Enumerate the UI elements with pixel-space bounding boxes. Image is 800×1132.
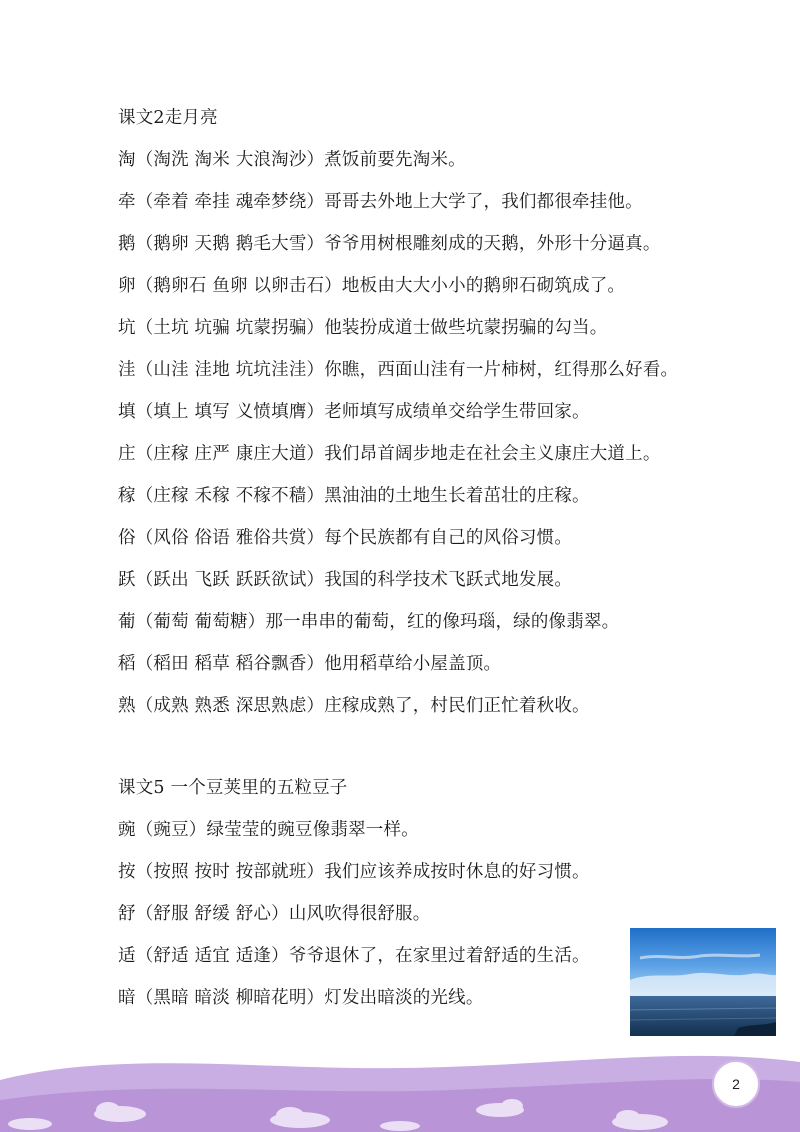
vocab-line: 舒（舒服 舒缓 舒心）山风吹得很舒服。: [118, 904, 431, 924]
sea-photo-image: [630, 928, 776, 1036]
vocab-line: 熟（成熟 熟悉 深思熟虑）庄稼成熟了，村民们正忙着秋收。: [118, 696, 590, 716]
vocab-line: 葡（葡萄 葡萄糖）那一串串的葡萄，红的像玛瑙，绿的像翡翠。: [118, 612, 620, 632]
vocab-line: 淘（淘洗 淘米 大浪淘沙）煮饭前要先淘米。: [118, 150, 466, 170]
vocab-line: 鹅（鹅卵 天鹅 鹅毛大雪）爷爷用树根雕刻成的天鹅，外形十分逼真。: [118, 234, 661, 254]
vocab-line: 稼（庄稼 禾稼 不稼不穑）黑油油的土地生长着茁壮的庄稼。: [118, 486, 590, 506]
vocab-line: 牵（牵着 牵挂 魂牵梦绕）哥哥去外地上大学了，我们都很牵挂他。: [118, 192, 643, 212]
sea-photo: [630, 928, 776, 1036]
vocab-line: 暗（黑暗 暗淡 柳暗花明）灯发出暗淡的光线。: [118, 988, 484, 1008]
vocab-line: 稻（稻田 稻草 稻谷飘香）他用稻草给小屋盖顶。: [118, 654, 502, 674]
vocab-line: 适（舒适 适宜 适逢）爷爷退休了，在家里过着舒适的生活。: [118, 946, 590, 966]
footer-decoration: [0, 1040, 800, 1132]
vocab-line: 坑（土坑 坑骗 坑蒙拐骗）他装扮成道士做些坑蒙拐骗的勾当。: [118, 318, 608, 338]
vocab-line: 按（按照 按时 按部就班）我们应该养成按时休息的好习惯。: [118, 862, 590, 882]
vocab-line: 跃（跃出 飞跃 跃跃欲试）我国的科学技术飞跃式地发展。: [118, 570, 573, 590]
vocab-line: 卵（鹅卵石 鱼卵 以卵击石）地板由大大小小的鹅卵石砌筑成了。: [118, 276, 626, 296]
vocab-line: 豌（豌豆）绿莹莹的豌豆像翡翠一样。: [118, 820, 419, 840]
vocab-line: 庄（庄稼 庄严 康庄大道）我们昂首阔步地走在社会主义康庄大道上。: [118, 444, 661, 464]
section-heading-2: 课文5 一个豆荚里的五粒豆子: [118, 778, 348, 798]
vocab-line: 填（填上 填写 义愤填膺）老师填写成绩单交给学生带回家。: [118, 402, 590, 422]
vocab-line: 俗（风俗 俗语 雅俗共赏）每个民族都有自己的风俗习惯。: [118, 528, 573, 548]
vocab-line: 洼（山洼 洼地 坑坑洼洼）你瞧，西面山洼有一片柿树，红得那么好看。: [118, 360, 679, 380]
page-number: 2: [712, 1060, 760, 1108]
section-heading-1: 课文2走月亮: [118, 108, 218, 128]
